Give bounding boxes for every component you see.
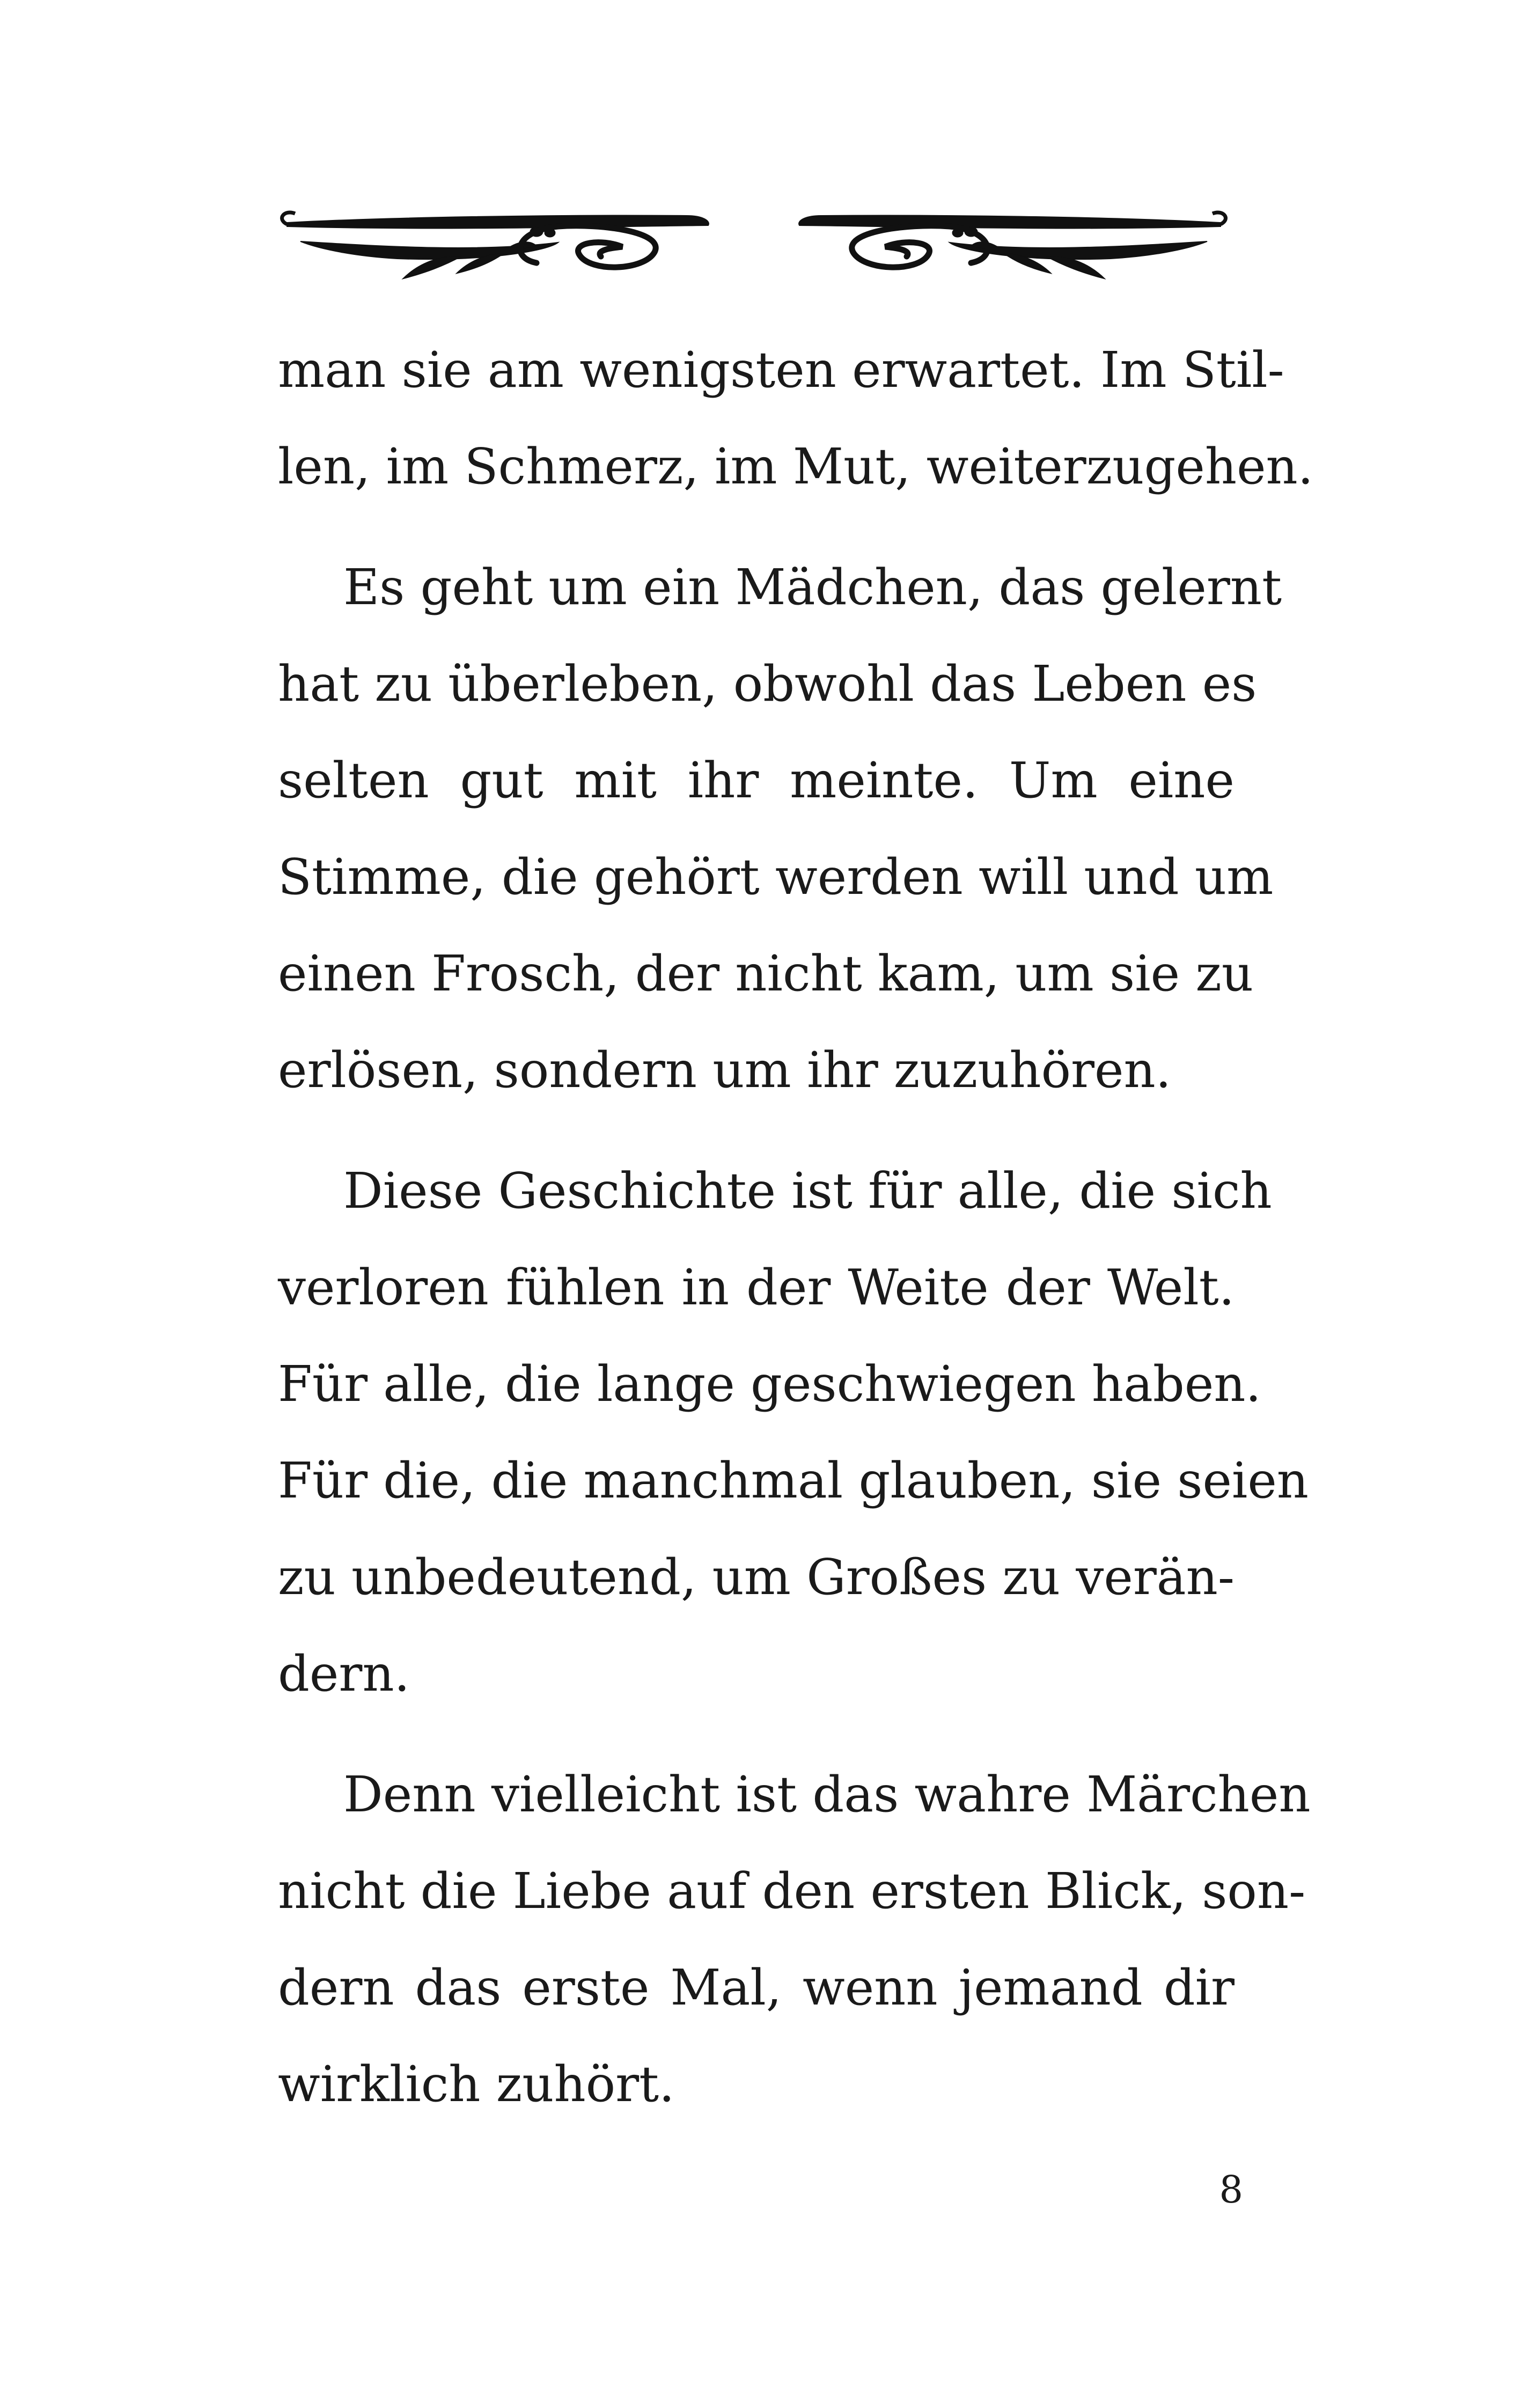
body-text <box>278 322 1314 2133</box>
page-number: 8 <box>1219 2168 1243 2212</box>
text-line: Für die, die manchmal glauben, sie seien <box>278 1452 1309 1509</box>
text-line: verloren fühlen in der Weite der Welt. <box>278 1259 1235 1316</box>
text-line: einen Frosch, der nicht kam, um sie zu <box>278 945 1254 1002</box>
text-line: hat zu überleben, obwohl das Leben es <box>278 655 1257 713</box>
text-line: selten gut mit ihr meinte. Um eine <box>278 752 1235 809</box>
text-line: zu unbedeutend, um Großes zu verän- <box>278 1548 1235 1606</box>
text-line: nicht die Liebe auf den ersten Blick, son- <box>278 1862 1306 1920</box>
text-line: man sie am wenigsten erwartet. Im Stil- <box>278 341 1284 399</box>
swirl-divider-ornament-icon <box>279 193 1229 295</box>
text-line: len, im Schmerz, im Mut, weiterzugehen. <box>278 438 1314 495</box>
text-line: erlösen, sondern um ihr zuzuhören. <box>278 1041 1171 1099</box>
text-line: wirklich zuhört. <box>278 2055 675 2113</box>
text-line: Denn vielleicht ist das wahre Märchen <box>343 1766 1311 1823</box>
text-line: Es geht um ein Mädchen, das gelernt <box>343 559 1282 616</box>
text-line: dern. <box>278 1645 410 1702</box>
text-line: Für alle, die lange geschwiegen haben. <box>278 1355 1261 1413</box>
text-line: Diese Geschichte ist für alle, die sich <box>343 1162 1272 1220</box>
text-line: Stimme, die gehört werden will und um <box>278 848 1274 906</box>
text-line: dern das erste Mal, wenn jemand dir <box>278 1959 1235 2016</box>
